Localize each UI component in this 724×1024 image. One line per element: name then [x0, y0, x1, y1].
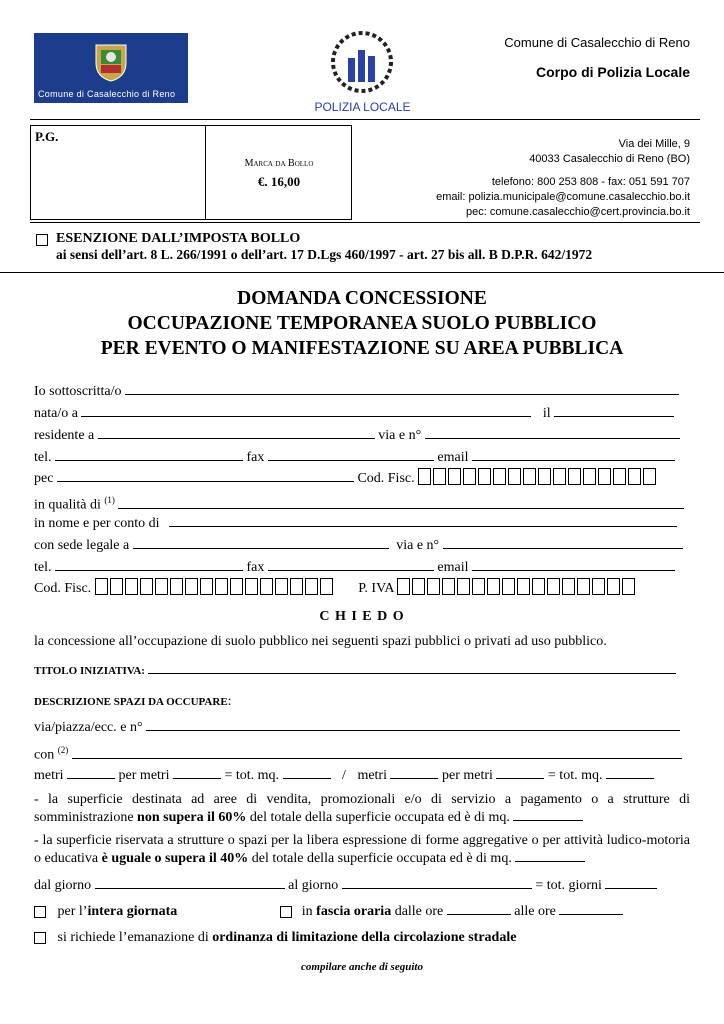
email-field[interactable] [472, 448, 675, 461]
row-sottoscritto [34, 382, 686, 400]
fax2-field[interactable] [268, 558, 434, 571]
per-metri-label: per metri [118, 768, 170, 783]
tot-mq2-label: = tot. mq. [547, 768, 603, 783]
bullet-60 [34, 792, 690, 826]
bullet2-bold: è uguale o supera il 40% [101, 851, 249, 866]
bullet2-text-a: - la superficie riservata a strutture o spazi per la libera espressione di forme aggregative o per attività ludico-motoria o educativa [34, 833, 690, 866]
via-field[interactable] [425, 426, 680, 439]
per-metri1-field[interactable] [173, 766, 221, 779]
sottoscritto-label: Io sottoscritta/o [34, 384, 122, 399]
via-piazza-label: via/piazza/ecc. e n° [34, 720, 143, 735]
concessione-text: la concessione all’occupazione di suolo pubblico nei seguenti spazi pubblici o privati ad uso pubblico. [34, 634, 607, 649]
piva-label: P. IVA [358, 581, 394, 597]
bullet1-bold: non supera il 60% [137, 810, 247, 825]
row-tel2 [34, 558, 686, 576]
codfisc2-cells[interactable] [95, 578, 335, 600]
tel2-field[interactable] [55, 558, 243, 571]
logo-label: Comune di Casalecchio di Reno [38, 89, 176, 99]
dal-field[interactable] [95, 876, 285, 889]
corpo-name: Corpo di Polizia Locale [535, 64, 690, 80]
per-l-label: per l’ [57, 904, 88, 919]
metri-label: metri [34, 768, 64, 783]
intera-giornata-checkbox[interactable] [34, 906, 46, 918]
titolo-field[interactable] [148, 661, 676, 674]
title-line3: PER EVENTO O MANIFESTAZIONE SU AREA PUBBLICA [100, 338, 624, 359]
row-orario [34, 902, 686, 920]
email2-field[interactable] [472, 558, 675, 571]
metri2-label: metri [357, 768, 387, 783]
descrizione-label: DESCRIZIONE SPAZI DA OCCUPARE [34, 696, 228, 708]
dalle-field[interactable] [447, 902, 511, 915]
exemption-checkbox[interactable] [36, 234, 48, 246]
residente-field[interactable] [98, 426, 375, 439]
row-codfisc2 [34, 578, 686, 600]
comune-name: Comune di Casalecchio di Reno [504, 35, 690, 50]
row-residente [34, 426, 686, 444]
codfisc-label: Cod. Fisc. [357, 471, 415, 487]
row-nome-conto [34, 514, 686, 532]
sottoscritto-field[interactable] [125, 382, 679, 395]
alle-label: alle ore [514, 904, 556, 919]
header-divider [30, 119, 700, 120]
pec-field[interactable] [57, 469, 354, 482]
metri1-field[interactable] [67, 766, 115, 779]
title-line1: DOMANDA CONCESSIONE [237, 288, 487, 309]
per-metri2-label: per metri [441, 768, 493, 783]
il-field[interactable] [554, 404, 674, 417]
sede-label: con sede legale a [34, 538, 130, 553]
residente-label: residente a [34, 428, 95, 443]
row-descrizione: DESCRIZIONE SPAZI DA OCCUPARE: [34, 694, 232, 709]
fax-field[interactable] [268, 448, 434, 461]
tot-giorni-label: = tot. giorni [535, 878, 602, 893]
tot-mq-label: = tot. mq. [224, 768, 280, 783]
in-label: in [301, 904, 313, 919]
ordinanza-label: ordinanza di limitazione della circolazione stradale [212, 930, 517, 945]
row-con [34, 742, 686, 764]
dal-label: dal giorno [34, 878, 92, 893]
email-line: email: polizia.municipale@comune.casalecchio.bo.it [436, 191, 690, 203]
piva-cells[interactable] [397, 578, 637, 600]
bullet1-mq-field[interactable] [513, 808, 583, 821]
phone-line: telefono: 800 253 808 - fax: 051 591 707 [491, 176, 690, 188]
tot-mq2-field[interactable] [606, 766, 654, 779]
fascia-oraria-checkbox[interactable] [280, 906, 292, 918]
alle-field[interactable] [559, 902, 623, 915]
address-line2: 40033 Casalecchio di Reno (BO) [529, 153, 690, 165]
row-titolo: TITOLO INIZIATIVA: [34, 661, 686, 680]
con-label: con [34, 747, 55, 763]
slash-separator: / [342, 768, 346, 783]
codfisc2-label: Cod. Fisc. [34, 581, 92, 597]
intera-label: intera giornata [87, 904, 178, 919]
row-nato [34, 404, 686, 422]
email2-label: email [437, 560, 469, 575]
coat-of-arms-icon [92, 41, 130, 83]
qualita-field[interactable] [118, 496, 684, 509]
section-divider [30, 222, 700, 223]
fascia-label: fascia oraria [316, 904, 392, 919]
nome-conto-label: in nome e per conto di [34, 516, 160, 531]
il-label: il [542, 406, 551, 421]
nato-field[interactable] [81, 404, 531, 417]
bullet-40 [34, 833, 690, 867]
police-label: POLIZIA LOCALE [314, 100, 411, 114]
al-label: al giorno [288, 878, 339, 893]
sede-via-label: via e n° [396, 538, 440, 553]
stamp-divider [205, 126, 206, 219]
note1-marker: (1) [104, 495, 115, 505]
ordinanza-checkbox[interactable] [34, 932, 46, 944]
marca-value: €. 16,00 [257, 174, 301, 189]
row-sede [34, 536, 686, 554]
row-tel [34, 448, 686, 466]
al-field[interactable] [342, 876, 532, 889]
police-badge-icon [330, 30, 394, 98]
via-piazza-field[interactable] [146, 718, 680, 731]
tel-label: tel. [34, 450, 52, 465]
address-line1: Via dei Mille, 9 [618, 138, 690, 150]
con-field[interactable] [72, 746, 682, 759]
row-dal [34, 876, 686, 894]
title-line2: OCCUPAZIONE TEMPORANEA SUOLO PUBBLICO [127, 313, 597, 334]
row-qualita [34, 492, 686, 514]
bullet1-text-c: del totale della superficie occupata ed è di mq. [246, 810, 510, 825]
exemption-detail: ai sensi dell’art. 8 L. 266/1991 o dell’art. 17 D.Lgs 460/1997 - art. 27 bis all. B D.P.R. 642/1972 [56, 247, 593, 262]
pg-label: P.G. [35, 129, 59, 144]
tel2-label: tel. [34, 560, 52, 575]
tot-mq1-field[interactable] [283, 766, 331, 779]
qualita-label: in qualità di [34, 497, 101, 513]
exemption-label: ESENZIONE DALL’IMPOSTA BOLLO [56, 231, 301, 246]
fax-label: fax [246, 450, 265, 465]
pec-label: pec [34, 471, 54, 487]
tel-field[interactable] [55, 448, 243, 461]
metri2-field[interactable] [390, 766, 438, 779]
row-ordinanza [34, 929, 686, 946]
stamp-box [30, 125, 352, 220]
title-divider [0, 272, 724, 273]
row-pec [34, 468, 686, 490]
note2-marker: (2) [57, 745, 69, 755]
row-metri [34, 766, 686, 784]
chiedo-heading: C H I E D O [319, 609, 405, 624]
bullet2-text-c: del totale della superficie occupata ed è di mq. [248, 851, 512, 866]
row-via-piazza [34, 718, 686, 736]
si-richiede-label: si richiede l’emanazione di [57, 930, 209, 945]
titolo-label: TITOLO INIZIATIVA [34, 665, 142, 677]
bullet1-text-a: - la superficie destinata ad aree di vendita, promozionali e/o di servizio a pagamento o a strutture di somministrazione [34, 792, 690, 825]
footer-note: compilare anche di seguito [301, 961, 423, 973]
bullet2-mq-field[interactable] [515, 849, 585, 862]
tot-giorni-field[interactable] [605, 876, 657, 889]
email-label: email [437, 450, 469, 465]
via-label: via e n° [378, 428, 422, 443]
sede-field[interactable] [133, 536, 389, 549]
pec-line: pec: comune.casalecchio@cert.provincia.bo.it [466, 206, 690, 218]
marca-label: Marca da Bollo [244, 158, 314, 169]
per-metri2-field[interactable] [496, 766, 544, 779]
nato-label: nata/o a [34, 406, 78, 421]
nome-conto-field[interactable] [169, 514, 677, 527]
dalle-label: dalle ore [394, 904, 444, 919]
sede-via-field[interactable] [443, 536, 683, 549]
codfisc-cells[interactable] [418, 468, 658, 490]
fax2-label: fax [246, 560, 265, 575]
comune-logo [34, 33, 188, 103]
